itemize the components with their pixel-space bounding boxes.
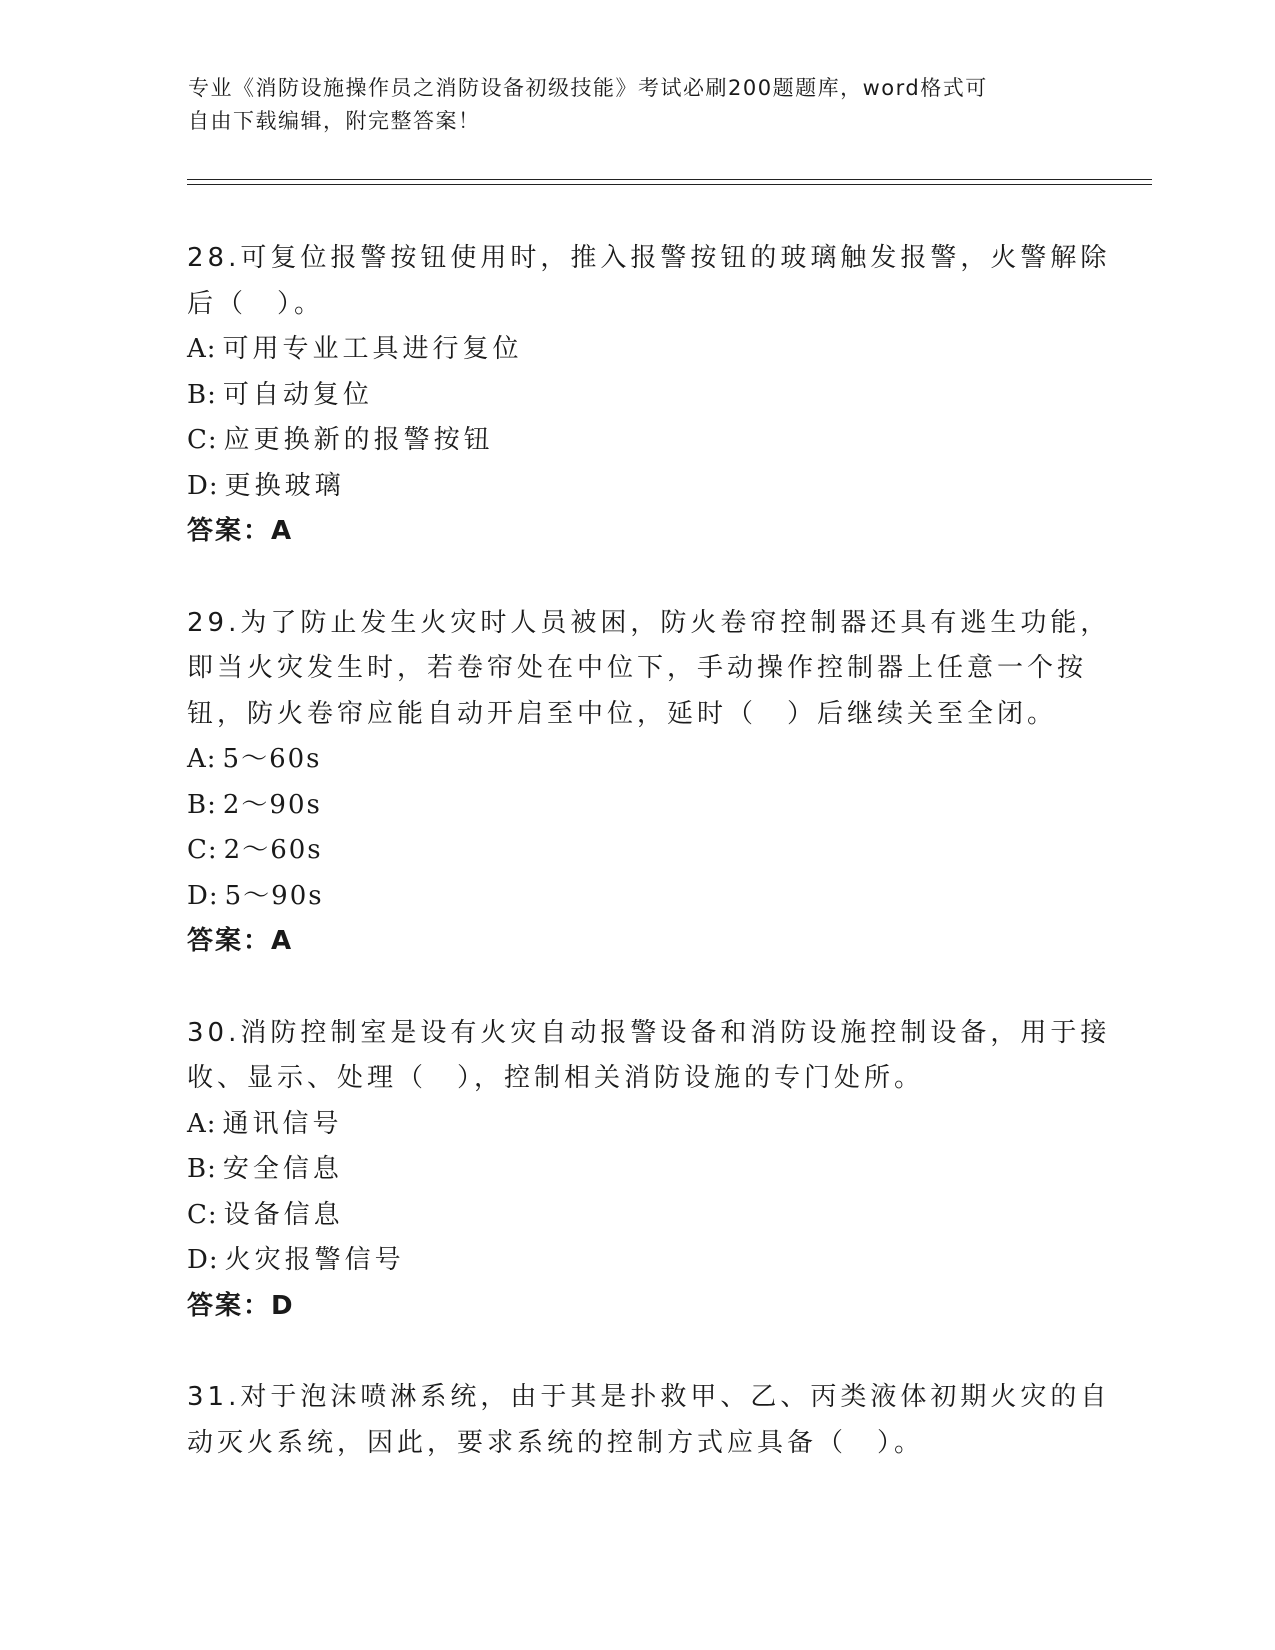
- question-28: [187, 236, 1111, 555]
- option-letter: C:: [187, 835, 218, 865]
- option-letter: C:: [187, 1199, 218, 1230]
- option-letter: B:: [187, 789, 217, 820]
- option-letter: A:: [187, 744, 217, 774]
- question-stem-line: 29.为了防止发生火灾时人员被困，防火卷帘控制器还具有逃生功能，: [187, 607, 1111, 638]
- option-letter: B:: [187, 379, 217, 410]
- question-stem-line: 收、显示、处理（ ），控制相关消防设施的专门处所。: [187, 1063, 925, 1093]
- option-a: [187, 737, 1087, 783]
- option-letter: D:: [187, 1245, 219, 1275]
- question-29: [187, 601, 1111, 965]
- header-divider-top: [187, 179, 1152, 180]
- header-line-1: 专业《消防设施操作员之消防设备初级技能》考试必刷200题题库，word格式可: [188, 76, 988, 100]
- option-b: [187, 1147, 1087, 1193]
- option-c: [187, 828, 1087, 874]
- option-d: [187, 1238, 1087, 1284]
- option-text: 可自动复位: [222, 379, 373, 410]
- question-stem-line: 28.可复位报警按钮使用时，推入报警按钮的玻璃触发报警，火警解除: [187, 243, 1111, 273]
- option-letter: C:: [187, 425, 218, 455]
- option-b: [187, 783, 1087, 829]
- question-31: [187, 1375, 1111, 1466]
- option-a: [187, 327, 1087, 373]
- question-stem-line: 即当火灾发生时，若卷帘处在中位下，手动操作控制器上任意一个按: [187, 653, 1088, 683]
- answer-line: 答案：D: [187, 1290, 295, 1321]
- option-letter: D:: [187, 880, 219, 911]
- header-divider-bottom: [187, 184, 1152, 185]
- option-text: 火灾报警信号: [224, 1245, 405, 1275]
- header-line-2: 自由下载编辑，附完整答案！: [188, 109, 481, 133]
- question-stem-line: 后（ ）。: [187, 288, 325, 319]
- option-letter: A:: [187, 1108, 217, 1139]
- option-c: [187, 1193, 1087, 1239]
- option-text: 5～60s: [222, 744, 322, 774]
- option-text: 设备信息: [223, 1199, 344, 1230]
- option-text: 可用专业工具进行复位: [222, 334, 523, 364]
- question-list: [187, 236, 1111, 1512]
- option-c: [187, 418, 1087, 464]
- answer-line: 答案：A: [187, 516, 294, 546]
- option-letter: A:: [187, 334, 217, 364]
- option-text: 5～90s: [224, 880, 324, 911]
- question-30: [187, 1011, 1111, 1330]
- option-letter: B:: [187, 1154, 217, 1184]
- option-letter: D:: [187, 470, 219, 501]
- option-text: 通讯信号: [222, 1108, 343, 1139]
- option-d: [187, 464, 1087, 510]
- option-text: 2～60s: [223, 835, 323, 865]
- question-stem-line: 30.消防控制室是设有火灾自动报警设备和消防设施控制设备，用于接: [187, 1017, 1111, 1048]
- option-b: [187, 373, 1087, 419]
- question-stem-line: 31.对于泡沫喷淋系统，由于其是扑救甲、乙、丙类液体初期火灾的自: [187, 1382, 1111, 1412]
- document-header: [188, 72, 1068, 138]
- option-text: 更换玻璃: [224, 470, 345, 501]
- answer-line: 答案：A: [187, 926, 294, 956]
- option-text: 2～90s: [222, 789, 322, 820]
- question-stem-line: 动灭火系统，因此，要求系统的控制方式应具备（ ）。: [187, 1427, 925, 1458]
- question-stem-line: 钮，防火卷帘应能自动开启至中位，延时（ ）后继续关至全闭。: [187, 698, 1058, 729]
- option-text: 应更换新的报警按钮: [223, 425, 494, 455]
- option-a: [187, 1102, 1087, 1148]
- option-text: 安全信息: [222, 1154, 343, 1184]
- option-d: [187, 874, 1087, 920]
